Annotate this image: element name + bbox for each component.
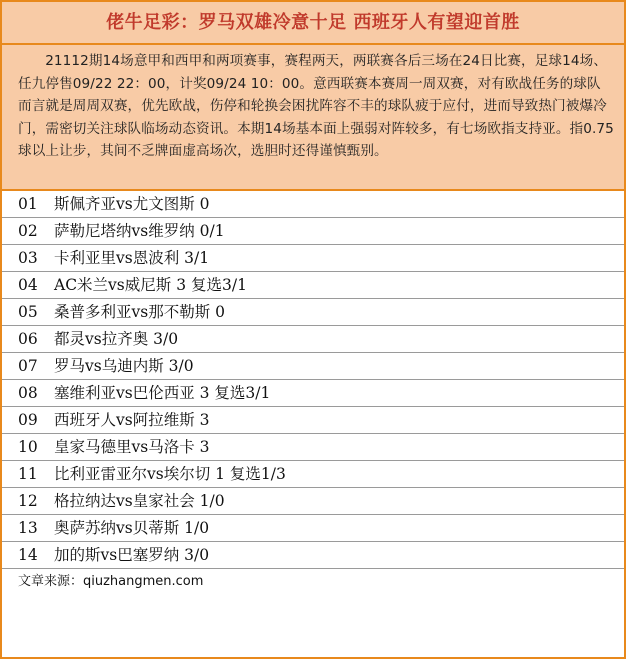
match-number: 10 — [18, 438, 38, 456]
match-row — [2, 488, 624, 515]
match-row — [2, 542, 624, 569]
match-row — [2, 218, 624, 245]
match-row — [2, 245, 624, 272]
match-number: 08 — [18, 384, 38, 402]
match-number: 12 — [18, 492, 38, 510]
match-row — [2, 407, 624, 434]
match-row — [2, 380, 624, 407]
match-row — [2, 326, 624, 353]
match-text: AC米兰vs威尼斯 3 复选3/1 — [54, 276, 247, 294]
match-text: 都灵vs拉齐奥 3/0 — [54, 330, 179, 348]
source-note: 文章来源：qiuzhangmen.com — [18, 574, 204, 589]
match-text: 桑普多利亚vs那不勒斯 0 — [54, 303, 226, 321]
intro-paragraph: 21112期14场意甲和西甲和两项赛事，赛程两天，两联赛各后三场在24日比赛，足球14场、任九停售09/22 22：00，计奖09/24 10：00。意西联赛本赛周一周双赛，对有欧战任务的球队而言就是周周双赛，优先欧战，伤停和轮换会困扰阵容不丰的球队疲于应付，进而导致热门被爆冷门，需密切关注球队临场动态资讯。本期14场基本面上强弱对阵较多，有七场欧指支持亚。指0.75球以上让步，其间不乏牌面虚高场次，选胆时还得谨慎甄别。 — [2, 45, 624, 191]
article-title: 佬牛足彩：罗马双雄冷意十足 西班牙人有望迎首胜 — [2, 2, 624, 45]
match-number: 11 — [18, 465, 38, 483]
match-number: 01 — [18, 195, 38, 213]
match-number: 03 — [18, 249, 38, 267]
match-number: 13 — [18, 519, 38, 537]
match-number: 02 — [18, 222, 38, 240]
match-row — [2, 461, 624, 488]
match-text: 罗马vs乌迪内斯 3/0 — [54, 357, 194, 375]
match-text: 加的斯vs巴塞罗纳 3/0 — [54, 546, 210, 564]
match-text: 卡利亚里vs恩波利 3/1 — [54, 249, 210, 267]
match-text: 比利亚雷亚尔vs埃尔切 1 复选1/3 — [54, 465, 286, 483]
match-row — [2, 434, 624, 461]
match-number: 07 — [18, 357, 38, 375]
match-text: 奥萨苏纳vs贝蒂斯 1/0 — [54, 519, 210, 537]
match-list — [2, 191, 624, 569]
match-text: 西班牙人vs阿拉维斯 3 — [54, 411, 210, 429]
match-number: 06 — [18, 330, 38, 348]
match-row — [2, 191, 624, 218]
match-number: 05 — [18, 303, 38, 321]
match-text: 斯佩齐亚vs尤文图斯 0 — [54, 195, 210, 213]
match-text: 塞维利亚vs巴伦西亚 3 复选3/1 — [54, 384, 271, 402]
match-text: 皇家马德里vs马洛卡 3 — [54, 438, 210, 456]
match-number: 14 — [18, 546, 38, 564]
match-row — [2, 515, 624, 542]
match-row — [2, 353, 624, 380]
match-row — [2, 299, 624, 326]
match-number: 09 — [18, 411, 38, 429]
match-text: 萨勒尼塔纳vs维罗纳 0/1 — [54, 222, 225, 240]
match-text: 格拉纳达vs皇家社会 1/0 — [54, 492, 225, 510]
match-row — [2, 272, 624, 299]
match-number: 04 — [18, 276, 38, 294]
